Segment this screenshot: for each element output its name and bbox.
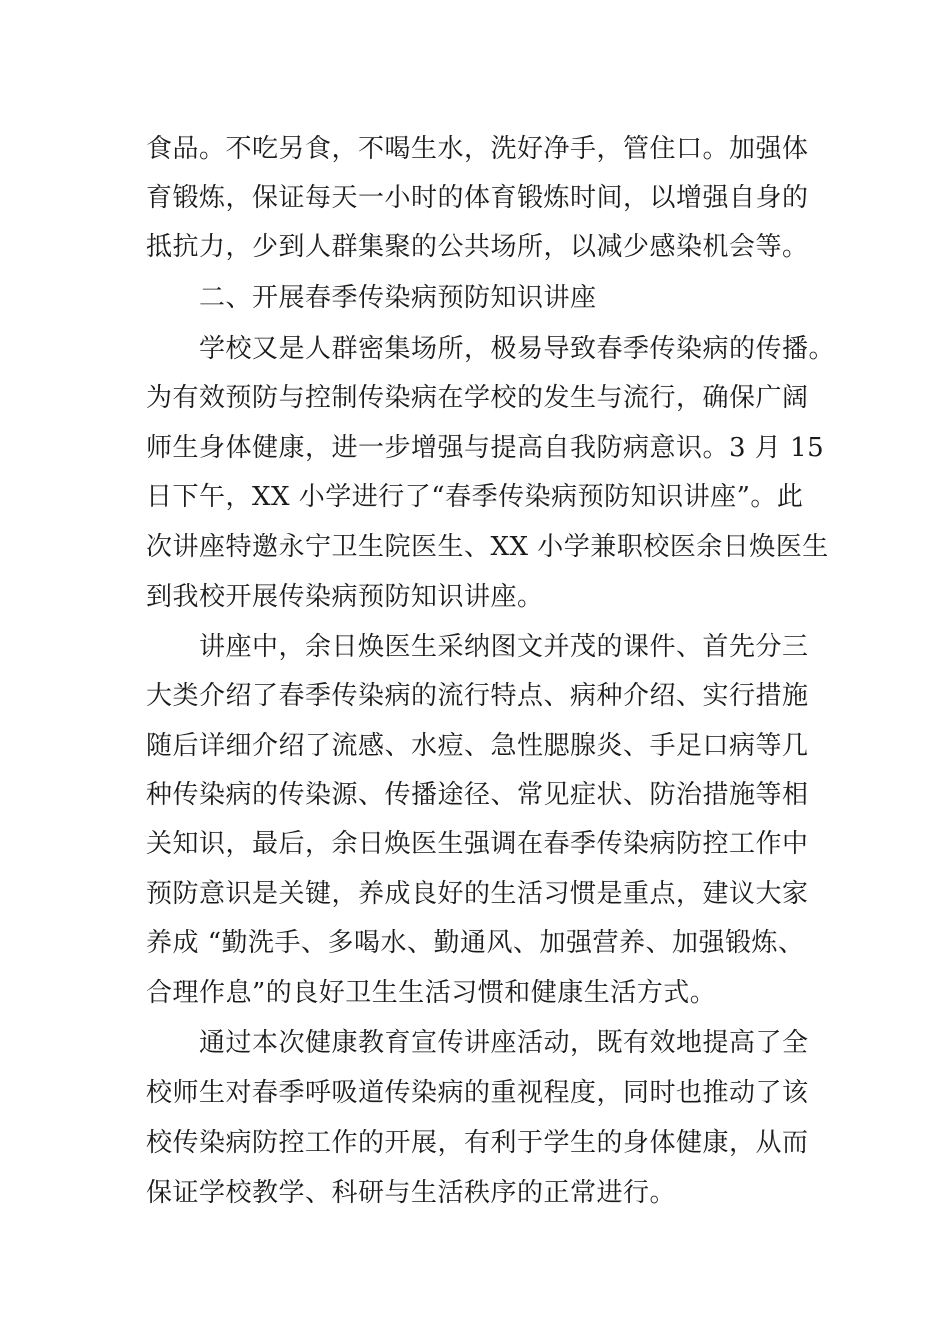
text-line: 育锻炼，保证每天一小时的体育锻炼时间，以增强自身的 xyxy=(146,183,809,213)
text-line: 次讲座特邀永宁卫生院医生、XX 小学兼职校医余日焕医生 xyxy=(146,532,829,562)
text-line: 种传染病的传染源、传播途径、常见症状、防治措施等相 xyxy=(146,780,809,810)
text-line: 大类介绍了春季传染病的流行特点、病种介绍、实行措施 xyxy=(146,681,809,711)
text-line: 关知识，最后，余日焕医生强调在春季传染病防控工作中 xyxy=(146,829,809,859)
text-line: 通过本次健康教育宣传讲座活动，既有效地提高了全 xyxy=(199,1028,809,1058)
text-line: 保证学校教学、科研与生活秩序的正常进行。 xyxy=(146,1178,677,1208)
section-heading: 二、开展春季传染病预防知识讲座 xyxy=(199,283,597,313)
text-line: 食品。不吃另食，不喝生水，洗好净手，管住口。加强体 xyxy=(146,134,809,164)
text-line: 校师生对春季呼吸道传染病的重视程度，同时也推动了该 xyxy=(146,1078,809,1108)
text-line: 到我校开展传染病预防知识讲座。 xyxy=(146,582,544,612)
text-line: 抵抗力，少到人群集聚的公共场所，以减少感染机会等。 xyxy=(146,232,809,262)
text-line: 随后详细介绍了流感、水痘、急性腮腺炎、手足口病等几 xyxy=(146,731,809,761)
text-line: 合理作息”的良好卫生生活习惯和健康生活方式。 xyxy=(146,978,717,1008)
text-line: 讲座中，余日焕医生采纳图文并茂的课件、首先分三 xyxy=(199,632,809,662)
text-line: 预防意识是关键，养成良好的生活习惯是重点，建议大家 xyxy=(146,879,809,909)
text-line: 养成 “勤洗手、多喝水、勤通风、加强营养、加强锻炼、 xyxy=(146,928,805,958)
text-line: 日下午，XX 小学进行了“春季传染病预防知识讲座”。此 xyxy=(146,482,804,512)
text-line: 学校又是人群密集场所，极易导致春季传染病的传播。 xyxy=(199,334,836,364)
text-line: 校传染病防控工作的开展，有利于学生的身体健康，从而 xyxy=(146,1128,809,1158)
text-line: 师生身体健康，进一步增强与提高自我防病意识。3 月 15 xyxy=(146,433,825,463)
text-line: 为有效预防与控制传染病在学校的发生与流行，确保广阔 xyxy=(146,383,809,413)
